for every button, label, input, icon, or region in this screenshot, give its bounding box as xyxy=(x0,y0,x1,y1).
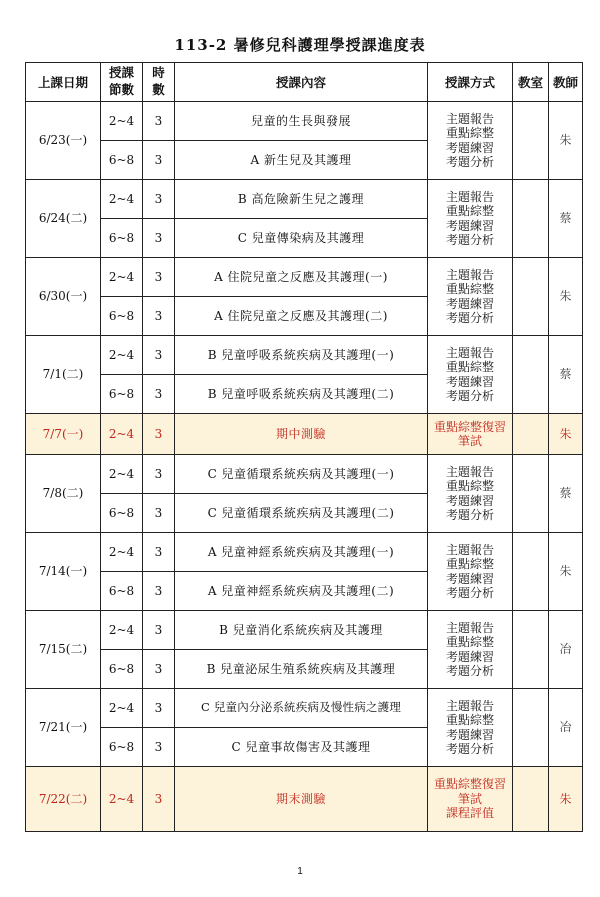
session-content: 兒童的生長與發展 xyxy=(175,102,428,141)
teacher-name: 朱 xyxy=(549,258,583,336)
session-content: 期中測驗 xyxy=(175,414,428,455)
class-date: 6/30(一) xyxy=(26,258,101,336)
session-content: C 兒童事故傷害及其護理 xyxy=(175,728,428,767)
session-periods: 2~4 xyxy=(101,102,143,141)
class-date: 7/14(一) xyxy=(26,533,101,611)
class-date: 7/15(二) xyxy=(26,611,101,689)
class-date: 7/21(一) xyxy=(26,689,101,767)
table-body xyxy=(26,102,583,832)
table-row xyxy=(26,180,583,219)
session-hours: 3 xyxy=(143,767,175,832)
table-header xyxy=(26,63,583,102)
session-hours: 3 xyxy=(143,141,175,180)
session-hours: 3 xyxy=(143,219,175,258)
session-content: B 兒童消化系統疾病及其護理 xyxy=(175,611,428,650)
session-hours: 3 xyxy=(143,572,175,611)
session-hours: 3 xyxy=(143,414,175,455)
session-hours: 3 xyxy=(143,494,175,533)
classroom-cell xyxy=(513,336,549,414)
final-exam-row xyxy=(26,767,583,832)
class-date: 6/23(一) xyxy=(26,102,101,180)
session-hours: 3 xyxy=(143,102,175,141)
teacher-name: 蔡 xyxy=(549,180,583,258)
class-date: 7/1(二) xyxy=(26,336,101,414)
session-content: B 兒童呼吸系統疾病及其護理(二) xyxy=(175,375,428,414)
session-content: A 住院兒童之反應及其護理(二) xyxy=(175,297,428,336)
schedule-table xyxy=(25,62,583,832)
header-method: 授課方式 xyxy=(428,63,513,102)
header-content: 授課內容 xyxy=(175,63,428,102)
classroom-cell xyxy=(513,414,549,455)
teaching-method: 主題報告 重點綜整 考題練習 考題分析 xyxy=(428,180,513,258)
classroom-cell xyxy=(513,258,549,336)
session-hours: 3 xyxy=(143,455,175,494)
table-row xyxy=(26,258,583,297)
classroom-cell xyxy=(513,102,549,180)
session-hours: 3 xyxy=(143,533,175,572)
session-periods: 6~8 xyxy=(101,728,143,767)
teacher-name: 冶 xyxy=(549,611,583,689)
session-content: C 兒童內分泌系統疾病及慢性病之護理 xyxy=(175,689,428,728)
session-periods: 2~4 xyxy=(101,455,143,494)
table-row xyxy=(26,533,583,572)
session-periods: 2~4 xyxy=(101,258,143,297)
class-date: 6/24(二) xyxy=(26,180,101,258)
session-content: C 兒童循環系統疾病及其護理(一) xyxy=(175,455,428,494)
teacher-name: 朱 xyxy=(549,414,583,455)
session-periods: 2~4 xyxy=(101,336,143,375)
session-hours: 3 xyxy=(143,297,175,336)
midterm-exam-row xyxy=(26,414,583,455)
session-periods: 2~4 xyxy=(101,533,143,572)
session-content: A 兒童神經系統疾病及其護理(一) xyxy=(175,533,428,572)
teaching-method: 主題報告 重點綜整 考題練習 考題分析 xyxy=(428,336,513,414)
session-content: 期末測驗 xyxy=(175,767,428,832)
class-date: 7/22(二) xyxy=(26,767,101,832)
session-periods: 2~4 xyxy=(101,689,143,728)
header-room: 教室 xyxy=(513,63,549,102)
classroom-cell xyxy=(513,455,549,533)
teaching-method: 主題報告 重點綜整 考題練習 考題分析 xyxy=(428,611,513,689)
session-periods: 2~4 xyxy=(101,767,143,832)
session-periods: 2~4 xyxy=(101,611,143,650)
class-date: 7/7(一) xyxy=(26,414,101,455)
teacher-name: 朱 xyxy=(549,767,583,832)
teacher-name: 蔡 xyxy=(549,455,583,533)
header-periods: 授課 節數 xyxy=(101,63,143,102)
class-date: 7/8(二) xyxy=(26,455,101,533)
session-content: C 兒童傳染病及其護理 xyxy=(175,219,428,258)
session-hours: 3 xyxy=(143,258,175,297)
table-row xyxy=(26,455,583,494)
teacher-name: 朱 xyxy=(549,533,583,611)
session-content: A 住院兒童之反應及其護理(一) xyxy=(175,258,428,297)
session-content: A 新生兒及其護理 xyxy=(175,141,428,180)
session-content: B 兒童泌尿生殖系統疾病及其護理 xyxy=(175,650,428,689)
session-hours: 3 xyxy=(143,336,175,375)
classroom-cell xyxy=(513,533,549,611)
session-hours: 3 xyxy=(143,180,175,219)
teacher-name: 朱 xyxy=(549,102,583,180)
session-hours: 3 xyxy=(143,689,175,728)
teaching-method: 重點綜整復習 筆試 xyxy=(428,414,513,455)
session-hours: 3 xyxy=(143,728,175,767)
header-date: 上課日期 xyxy=(26,63,101,102)
header-teacher: 教師 xyxy=(549,63,583,102)
session-periods: 6~8 xyxy=(101,141,143,180)
session-hours: 3 xyxy=(143,375,175,414)
session-hours: 3 xyxy=(143,650,175,689)
header-hours: 時 數 xyxy=(143,63,175,102)
teaching-method: 主題報告 重點綜整 考題練習 考題分析 xyxy=(428,533,513,611)
classroom-cell xyxy=(513,767,549,832)
session-content: B 高危險新生兒之護理 xyxy=(175,180,428,219)
session-periods: 6~8 xyxy=(101,219,143,258)
teaching-method: 主題報告 重點綜整 考題練習 考題分析 xyxy=(428,102,513,180)
teacher-name: 冶 xyxy=(549,689,583,767)
session-periods: 6~8 xyxy=(101,572,143,611)
session-content: A 兒童神經系統疾病及其護理(二) xyxy=(175,572,428,611)
session-content: C 兒童循環系統疾病及其護理(二) xyxy=(175,494,428,533)
session-hours: 3 xyxy=(143,611,175,650)
table-row xyxy=(26,102,583,141)
teaching-method: 主題報告 重點綜整 考題練習 考題分析 xyxy=(428,455,513,533)
classroom-cell xyxy=(513,689,549,767)
table-row xyxy=(26,336,583,375)
table-row xyxy=(26,611,583,650)
session-periods: 6~8 xyxy=(101,297,143,336)
session-periods: 2~4 xyxy=(101,180,143,219)
teaching-method: 主題報告 重點綜整 考題練習 考題分析 xyxy=(428,258,513,336)
session-periods: 6~8 xyxy=(101,650,143,689)
teacher-name: 蔡 xyxy=(549,336,583,414)
classroom-cell xyxy=(513,180,549,258)
session-periods: 2~4 xyxy=(101,414,143,455)
classroom-cell xyxy=(513,611,549,689)
page-title: 113-2 暑修兒科護理學授課進度表 xyxy=(174,36,426,54)
table-row xyxy=(26,689,583,728)
teaching-method: 主題報告 重點綜整 考題練習 考題分析 xyxy=(428,689,513,767)
page-number: 1 xyxy=(297,866,303,877)
teaching-method: 重點綜整復習 筆試 課程評值 xyxy=(428,767,513,832)
session-periods: 6~8 xyxy=(101,494,143,533)
session-periods: 6~8 xyxy=(101,375,143,414)
session-content: B 兒童呼吸系統疾病及其護理(一) xyxy=(175,336,428,375)
